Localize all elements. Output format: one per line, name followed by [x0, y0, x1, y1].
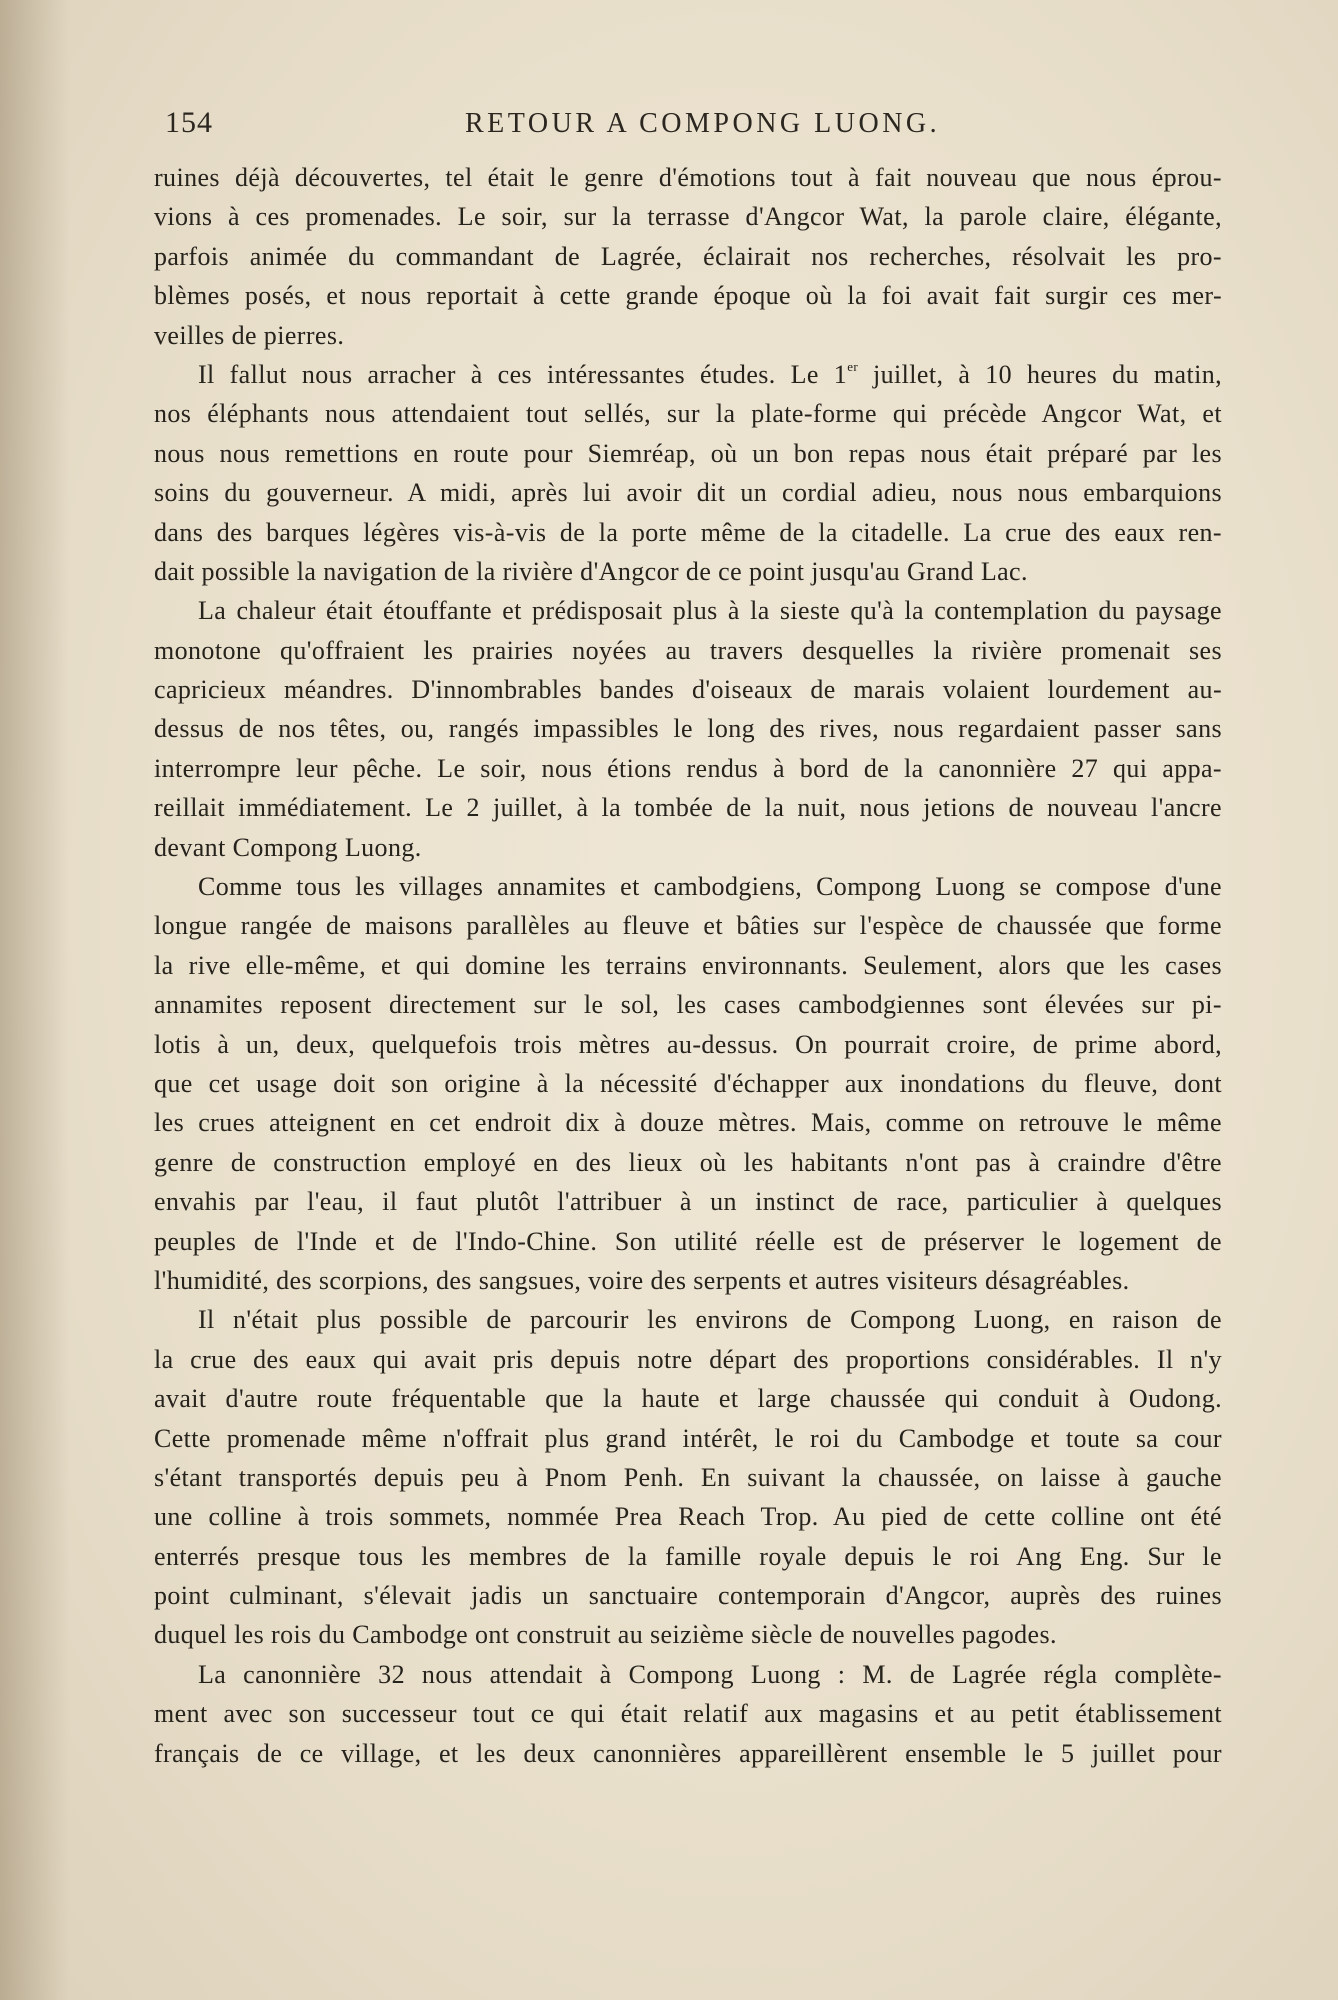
text-line: ment avec son successeur tout ce qui était relatif aux magasins et au petit établissement: [154, 1699, 1222, 1729]
text-line: La chaleur était étouffante et prédisposait plus à la sieste qu'à la contemplation du paysage: [198, 596, 1222, 626]
text-line: Il n'était plus possible de parcourir les environs de Compong Luong, en raison de: [198, 1305, 1222, 1335]
text-line: monotone qu'offraient les prairies noyées au travers desquelles la rivière promenait ses: [154, 635, 1222, 665]
text-line: nos éléphants nous attendaient tout sellés, sur la plate-forme qui précède Angcor Wat, et: [154, 399, 1222, 429]
text-line: s'étant transportés depuis peu à Pnom Penh. En suivant la chaussée, on laisse à gauche: [154, 1462, 1222, 1492]
text-line: l'humidité, des scorpions, des sangsues, voire des serpents et autres visiteurs désagréables.: [154, 1265, 1130, 1295]
text-line: dessus de nos têtes, ou, rangés impassibles le long des rives, nous regardaient passer sans: [154, 714, 1222, 744]
text-line: reillait immédiatement. Le 2 juillet, à la tombée de la nuit, nous jetions de nouveau l'ancre: [154, 793, 1222, 823]
text-line: Comme tous les villages annamites et cambodgiens, Compong Luong se compose d'une: [198, 872, 1222, 902]
text-line: point culminant, s'élevait jadis un sanctuaire contemporain d'Angcor, auprès des ruines: [154, 1581, 1222, 1611]
text-line: ruines déjà découvertes, tel était le genre d'émotions tout à fait nouveau que nous éprou-: [154, 163, 1222, 192]
text-line: soins du gouverneur. A midi, après lui avoir dit un cordial adieu, nous nous embarquions: [154, 478, 1222, 508]
text-line: interrompre leur pêche. Le soir, nous étions rendus à bord de la canonnière 27 qui appa-: [154, 753, 1222, 783]
text-line: la rive elle-même, et qui domine les terrains environnants. Seulement, alors que les cases: [154, 950, 1222, 980]
page-header: [165, 106, 1210, 146]
text-line: veilles de pierres.: [154, 320, 345, 350]
text-line: duquel les rois du Cambodge ont construit au seizième siècle de nouvelles pagodes.: [154, 1620, 1057, 1650]
text-line: Cette promenade même n'offrait plus grand intérêt, le roi du Cambodge et toute sa cour: [154, 1423, 1222, 1453]
text-line: [154, 355, 1222, 394]
text-line: La canonnière 32 nous attendait à Compong Luong : M. de Lagrée régla complète-: [198, 1659, 1222, 1689]
text-line: que cet usage doit son origine à la nécessité d'échapper aux inondations du fleuve, dont: [154, 1068, 1222, 1098]
text-line: une colline à trois sommets, nommée Prea Reach Trop. Au pied de cette colline ont été: [154, 1502, 1222, 1532]
text-line: longue rangée de maisons parallèles au fleuve et bâties sur l'espèce de chaussée que forme: [154, 911, 1222, 941]
text-line: français de ce village, et les deux canonnières appareillèrent ensemble le 5 juillet pour: [154, 1738, 1222, 1768]
text-line: parfois animée du commandant de Lagrée, éclairait nos recherches, résolvait les pro-: [154, 241, 1222, 271]
text-line: lotis à un, deux, quelquefois trois mètres au-dessus. On pourrait croire, de prime abord,: [154, 1029, 1222, 1059]
text-line: devant Compong Luong.: [154, 832, 422, 862]
text-line: dait possible la navigation de la rivière d'Angcor de ce point jusqu'au Grand Lac.: [154, 556, 1028, 586]
text-line: peuples de l'Inde et de l'Indo-Chine. Son utilité réelle est de préserver le logement de: [154, 1226, 1222, 1256]
superscript-ordinal: er: [847, 358, 859, 374]
text-segment: juillet, à 10 heures du matin,: [858, 359, 1222, 389]
text-line: genre de construction employé en des lieux où les habitants n'ont pas à craindre d'être: [154, 1147, 1222, 1177]
text-line: les crues atteignent en cet endroit dix à douze mètres. Mais, comme on retrouve le même: [154, 1108, 1222, 1138]
text-line: envahis par l'eau, il faut plutôt l'attribuer à un instinct de race, particulier à quelques: [154, 1187, 1222, 1217]
text-line: la crue des eaux qui avait pris depuis notre départ des proportions considérables. Il n'y: [154, 1344, 1222, 1374]
text-line: nous nous remettions en route pour Siemréap, où un bon repas nous était préparé par les: [154, 438, 1222, 468]
text-line: dans des barques légères vis-à-vis de la porte même de la citadelle. La crue des eaux ren-: [154, 517, 1222, 547]
page-number: 154: [165, 106, 213, 139]
text-line: avait d'autre route fréquentable que la haute et large chaussée qui conduit à Oudong.: [154, 1384, 1222, 1414]
text-line: annamites reposent directement sur le sol, les cases cambodgiennes sont élevées sur pi-: [154, 990, 1222, 1020]
text-line: enterrés presque tous les membres de la famille royale depuis le roi Ang Eng. Sur le: [154, 1541, 1222, 1571]
text-line: capricieux méandres. D'innombrables bandes d'oiseaux de marais volaient lourdement au-: [154, 675, 1222, 705]
running-title: RETOUR A COMPONG LUONG.: [465, 108, 941, 139]
text-line: blèmes posés, et nous reportait à cette grande époque où la foi avait fait surgir ces mer-: [154, 281, 1222, 311]
binding-shadow: [0, 0, 70, 2000]
text-segment: Il fallut nous arracher à ces intéressantes études. Le 1: [198, 359, 848, 389]
body-text: [154, 158, 1222, 1773]
text-line: vions à ces promenades. Le soir, sur la terrasse d'Angcor Wat, la parole claire, élégante,: [154, 202, 1222, 232]
